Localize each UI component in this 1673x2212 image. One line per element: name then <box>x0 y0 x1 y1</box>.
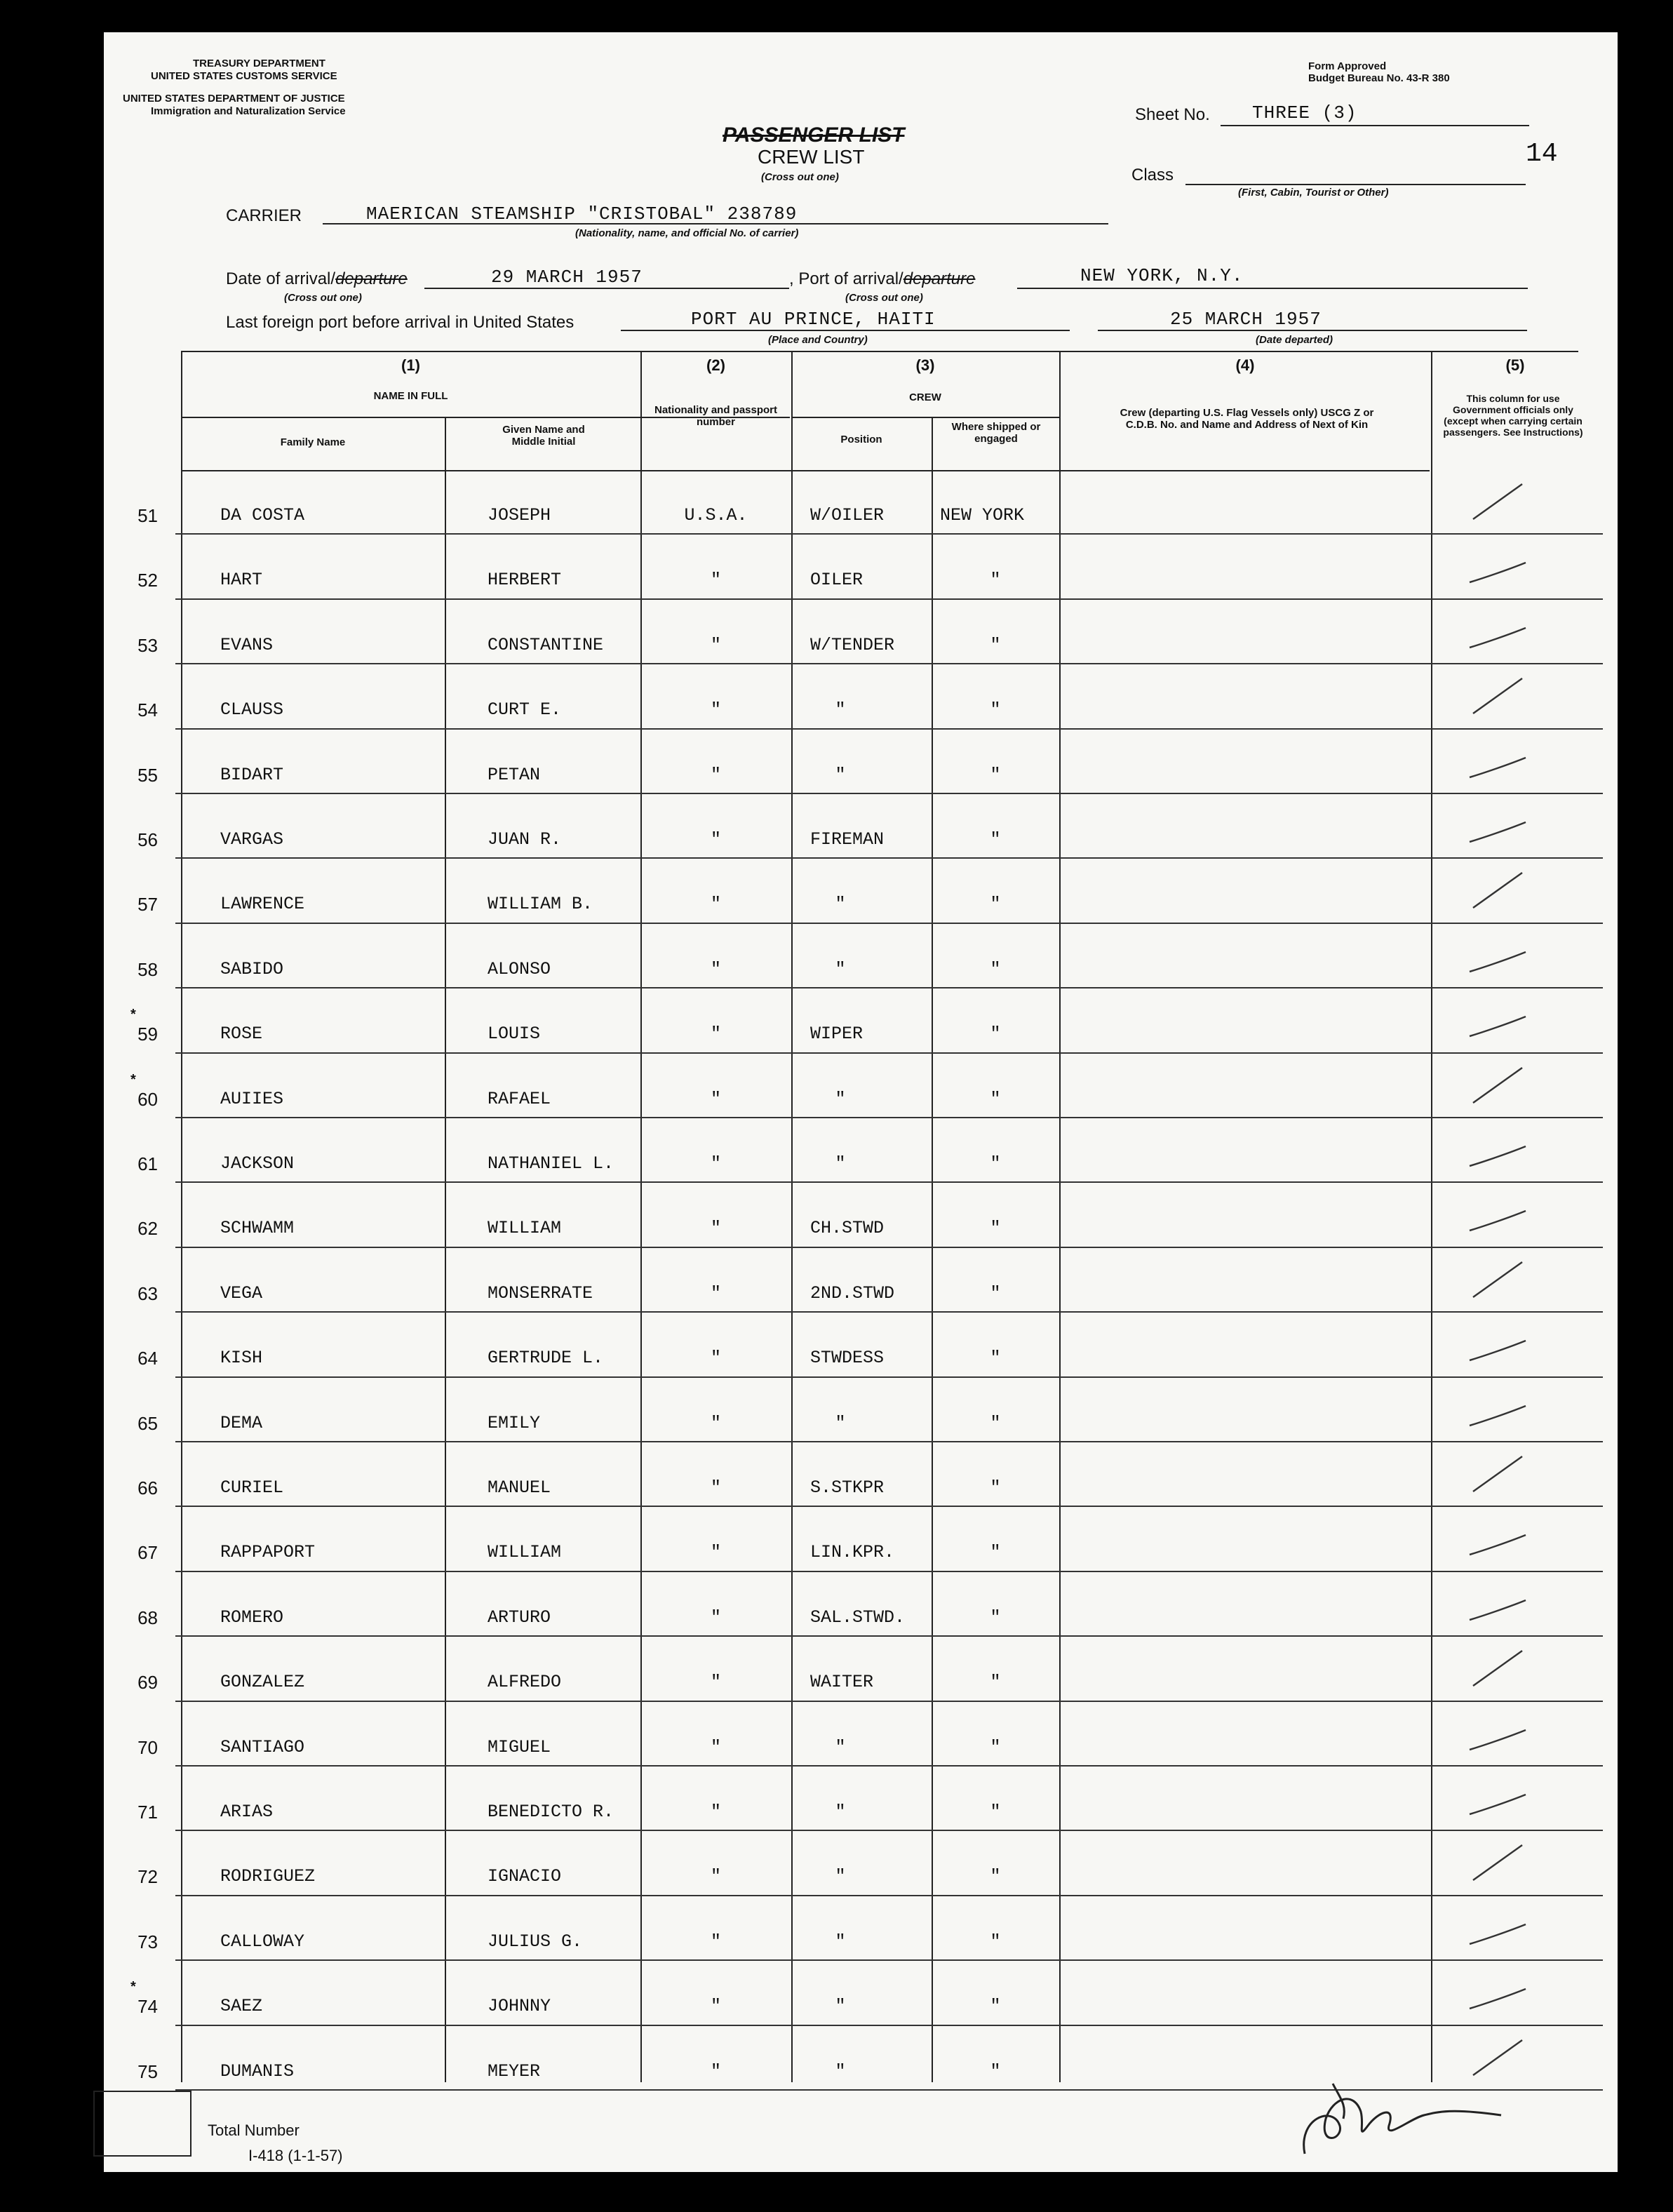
name-in-full-header: NAME IN FULL <box>373 390 448 402</box>
position-cell: " <box>835 1802 846 1822</box>
nationality-cell: " <box>710 1477 721 1498</box>
shipped-cell: " <box>990 634 1001 655</box>
title-cross-out-hint: (Cross out one) <box>761 171 839 183</box>
check-mark-icon <box>1466 1061 1529 1110</box>
position-cell: FIREMAN <box>810 829 885 850</box>
check-mark-icon <box>1466 2033 1529 2082</box>
row-rule <box>175 1895 1603 1896</box>
shipped-cell: " <box>990 1996 1001 2017</box>
shipped-cell: " <box>990 1736 1001 1757</box>
given-name-cell: LOUIS <box>488 1024 541 1045</box>
nationality-cell: " <box>710 1736 721 1757</box>
row-star-mark: * <box>130 1071 136 1087</box>
date-departed-value: 25 MARCH 1957 <box>1170 309 1322 330</box>
given-name-cell: IGNACIO <box>488 1866 562 1887</box>
shipped-cell: " <box>990 1218 1001 1239</box>
family-given-divider <box>445 417 446 2082</box>
last-port-label: Last foreign port before arrival in United States <box>226 313 575 332</box>
check-mark-icon <box>1466 477 1529 526</box>
given-name-cell: ALONSO <box>488 958 551 979</box>
given-name-cell: WILLIAM B. <box>488 894 593 915</box>
given-name-cell: MONSERRATE <box>488 1282 593 1303</box>
date-arrival-hint: (Cross out one) <box>284 292 362 304</box>
nationality-cell: " <box>710 1282 721 1303</box>
last-port-value: PORT AU PRINCE, HAITI <box>691 309 936 330</box>
crew-header: CREW <box>909 391 941 403</box>
date-arrival-value: 29 MARCH 1957 <box>491 267 643 288</box>
check-mark-icon <box>1466 1125 1529 1174</box>
family-name-cell: EVANS <box>220 634 274 655</box>
position-cell: CH.STWD <box>810 1218 885 1239</box>
shipped-cell: " <box>990 1153 1001 1174</box>
nationality-cell: " <box>710 1153 721 1174</box>
page-number: 14 <box>1526 139 1558 169</box>
col2-number: (2) <box>706 356 725 374</box>
check-mark-icon <box>1466 1968 1529 2017</box>
family-name-cell: VEGA <box>220 1282 263 1303</box>
position-cell: SAL.STWD. <box>810 1607 906 1628</box>
budget-bureau: Budget Bureau No. 43-R 380 <box>1308 72 1450 84</box>
row-number: 54 <box>137 699 158 721</box>
port-arrival-line <box>1017 288 1528 289</box>
position-cell: " <box>835 764 846 785</box>
check-mark-icon <box>1466 996 1529 1045</box>
row-rule <box>175 663 1603 664</box>
shipped-cell: " <box>990 1802 1001 1822</box>
port-arrival-hint: (Cross out one) <box>845 292 923 304</box>
total-number-box[interactable] <box>93 2091 192 2157</box>
date-arrival-line <box>424 288 789 289</box>
shipped-cell: " <box>990 1348 1001 1369</box>
nationality-cell: " <box>710 1672 721 1693</box>
nationality-cell: " <box>710 829 721 850</box>
given-name-cell: GERTRUDE L. <box>488 1348 604 1369</box>
position-cell: " <box>835 1866 846 1887</box>
given-name-cell: MEYER <box>488 2060 541 2082</box>
check-mark-icon <box>1466 1190 1529 1239</box>
row-rule <box>175 1052 1603 1054</box>
date-departed-hint: (Date departed) <box>1256 334 1333 346</box>
table-left-rule <box>181 351 182 2082</box>
nationality-cell: " <box>710 699 721 720</box>
family-name-cell: ARIAS <box>220 1802 274 1822</box>
port-arrival-label <box>789 269 975 289</box>
row-number: 73 <box>137 1931 158 1952</box>
shipped-cell: " <box>990 1412 1001 1433</box>
position-cell: S.STKPR <box>810 1477 885 1498</box>
row-number: 59 <box>137 1024 158 1045</box>
class-line <box>1185 184 1526 185</box>
check-mark-icon <box>1466 801 1529 850</box>
check-mark-icon <box>1466 1774 1529 1823</box>
row-number: 68 <box>137 1607 158 1628</box>
row-number: 55 <box>137 764 158 786</box>
nationality-cell: " <box>710 1412 721 1433</box>
check-mark-icon <box>1466 1320 1529 1369</box>
family-name-cell: DA COSTA <box>220 505 305 525</box>
family-name-cell: GONZALEZ <box>220 1672 305 1693</box>
check-mark-icon <box>1466 866 1529 915</box>
port-arrival-value: NEW YORK, N.Y. <box>1080 265 1244 286</box>
col3-number: (3) <box>915 356 935 374</box>
row-rule <box>175 793 1603 794</box>
nationality-cell: U.S.A. <box>684 505 748 525</box>
date-departure-struck: departure <box>335 269 408 288</box>
row-number: 74 <box>137 1996 158 2018</box>
family-name-cell: CLAUSS <box>220 699 284 720</box>
position-cell: " <box>835 1996 846 2017</box>
carrier-hint: (Nationality, name, and official No. of carrier) <box>575 227 799 239</box>
row-number: 71 <box>137 1802 158 1823</box>
shipped-cell: " <box>990 2060 1001 2082</box>
row-number: 66 <box>137 1477 158 1499</box>
row-rule <box>175 1765 1603 1767</box>
row-number: 65 <box>137 1412 158 1434</box>
given-name-cell: EMILY <box>488 1412 541 1433</box>
row-number: 57 <box>137 894 158 916</box>
nationality-cell: " <box>710 1607 721 1628</box>
position-cell: OILER <box>810 570 864 591</box>
row-rule <box>175 728 1603 730</box>
given-name-cell: JOSEPH <box>488 505 551 525</box>
family-name-cell: LAWRENCE <box>220 894 305 915</box>
sheet-no-line <box>1221 125 1529 126</box>
given-name-cell: HERBERT <box>488 570 562 591</box>
nationality-cell: " <box>710 1542 721 1563</box>
family-name-cell: VARGAS <box>220 829 284 850</box>
check-mark-icon <box>1466 1385 1529 1434</box>
position-cell: WAITER <box>810 1672 874 1693</box>
given-name-cell: JOHNNY <box>488 1996 551 2017</box>
row-rule <box>175 1959 1603 1961</box>
table-top-rule <box>181 351 1578 352</box>
family-name-cell: JACKSON <box>220 1153 295 1174</box>
gov-use-header: This column for use Government officials only (except when carrying certain passengers. See Instructions) <box>1443 393 1583 438</box>
col2-col3-divider <box>791 351 793 2082</box>
given-name-cell: CONSTANTINE <box>488 634 604 655</box>
check-mark-icon <box>1466 1449 1529 1499</box>
row-rule <box>175 1441 1603 1442</box>
row-rule <box>175 857 1603 859</box>
position-shipped-divider <box>932 417 933 2082</box>
row-rule <box>175 923 1603 924</box>
family-name-cell: DUMANIS <box>220 2060 295 2082</box>
shipped-cell: " <box>990 1477 1001 1498</box>
last-port-hint: (Place and Country) <box>768 334 868 346</box>
nationality-cell: " <box>710 1866 721 1887</box>
check-mark-icon <box>1466 671 1529 720</box>
agency-line-3: UNITED STATES DEPARTMENT OF JUSTICE <box>123 93 345 105</box>
class-label: Class <box>1131 166 1174 185</box>
agency-line-1: TREASURY DEPARTMENT <box>193 58 325 69</box>
nationality-cell: " <box>710 2060 721 2082</box>
row-number: 67 <box>137 1542 158 1564</box>
family-name-cell: SABIDO <box>220 958 284 979</box>
check-mark-icon <box>1466 542 1529 591</box>
shipped-cell: " <box>990 699 1001 720</box>
position-cell: " <box>835 1088 846 1109</box>
row-number: 75 <box>137 2060 158 2082</box>
passenger-list-struck: PASSENGER LIST <box>723 123 905 147</box>
row-star-mark: * <box>130 1007 136 1023</box>
form-code: I-418 (1-1-57) <box>248 2147 343 2164</box>
nationality-cell: " <box>710 1088 721 1109</box>
col1-number: (1) <box>401 356 420 374</box>
nationality-cell: " <box>710 1024 721 1045</box>
shipped-cell: " <box>990 1672 1001 1693</box>
shipped-cell: " <box>990 1607 1001 1628</box>
check-mark-icon <box>1466 1255 1529 1304</box>
given-name-cell: MIGUEL <box>488 1736 551 1757</box>
position-header: Position <box>840 434 882 445</box>
row-number: 61 <box>137 1153 158 1174</box>
shipped-cell: NEW YORK <box>940 505 1025 525</box>
family-name-cell: RODRIGUEZ <box>220 1866 316 1887</box>
row-rule <box>175 1701 1603 1702</box>
table-header-bottom-rule <box>181 470 1430 471</box>
row-rule <box>175 1571 1603 1572</box>
shipped-cell: " <box>990 764 1001 785</box>
given-name-header: Given Name and Middle Initial <box>502 424 585 448</box>
position-cell: STWDESS <box>810 1348 885 1369</box>
given-name-cell: CURT E. <box>488 699 562 720</box>
row-rule <box>175 533 1603 535</box>
row-rule <box>175 1830 1603 1831</box>
check-mark-icon <box>1466 1709 1529 1758</box>
given-name-cell: MANUEL <box>488 1477 551 1498</box>
row-star-mark: * <box>130 1979 136 1995</box>
position-cell: 2ND.STWD <box>810 1282 895 1303</box>
family-name-cell: AUIIES <box>220 1088 284 1109</box>
row-number: 60 <box>137 1088 158 1110</box>
row-number: 52 <box>137 570 158 591</box>
position-cell: " <box>835 699 846 720</box>
row-rule <box>175 1376 1603 1378</box>
position-cell: " <box>835 894 846 915</box>
family-name-cell: CURIEL <box>220 1477 284 1498</box>
official-signature <box>1291 2077 1529 2168</box>
row-rule <box>175 1117 1603 1118</box>
port-departure-struck: departure <box>903 269 976 288</box>
col5-number: (5) <box>1505 356 1525 374</box>
given-name-cell: JUAN R. <box>488 829 562 850</box>
position-cell: LIN.KPR. <box>810 1542 895 1563</box>
family-name-cell: CALLOWAY <box>220 1931 305 1952</box>
given-name-cell: WILLIAM <box>488 1218 562 1239</box>
position-cell: W/TENDER <box>810 634 895 655</box>
family-name-cell: ROMERO <box>220 1607 284 1628</box>
row-number: 70 <box>137 1736 158 1758</box>
class-hint: (First, Cabin, Tourist or Other) <box>1238 187 1389 199</box>
last-port-line <box>621 330 1070 331</box>
row-rule <box>175 1506 1603 1507</box>
check-mark-icon <box>1466 1579 1529 1628</box>
col4-number: (4) <box>1235 356 1255 374</box>
position-cell: " <box>835 1736 846 1757</box>
check-mark-icon <box>1466 1838 1529 1887</box>
row-number: 62 <box>137 1218 158 1240</box>
check-mark-icon <box>1466 931 1529 980</box>
nationality-cell: " <box>710 634 721 655</box>
family-name-cell: HART <box>220 570 263 591</box>
crew-detail-header: Crew (departing U.S. Flag Vessels only) USCG Z or C.D.B. No. and Name and Address of Next of Kin <box>1120 407 1374 431</box>
agency-line-2: UNITED STATES CUSTOMS SERVICE <box>151 70 337 82</box>
shipped-cell: " <box>990 1024 1001 1045</box>
given-name-cell: RAFAEL <box>488 1088 551 1109</box>
shipped-cell: " <box>990 1931 1001 1952</box>
nationality-cell: " <box>710 958 721 979</box>
given-name-cell: PETAN <box>488 764 541 785</box>
row-rule <box>175 987 1603 988</box>
carrier-value: MAERICAN STEAMSHIP "CRISTOBAL" 238789 <box>366 203 798 224</box>
shipped-cell: " <box>990 958 1001 979</box>
shipped-cell: " <box>990 1542 1001 1563</box>
position-cell: W/OILER <box>810 505 885 525</box>
given-name-cell: BENEDICTO R. <box>488 1802 614 1822</box>
carrier-label: CARRIER <box>226 206 302 225</box>
family-name-cell: KISH <box>220 1348 263 1369</box>
family-name-header: Family Name <box>280 436 346 448</box>
family-name-cell: DEMA <box>220 1412 263 1433</box>
col4-col5-divider <box>1431 351 1432 2082</box>
given-name-cell: ARTURO <box>488 1607 551 1628</box>
agency-line-4: Immigration and Naturalization Service <box>151 105 346 117</box>
row-number: 63 <box>137 1282 158 1304</box>
row-rule <box>175 1635 1603 1637</box>
row-rule <box>175 2025 1603 2026</box>
family-name-cell: RAPPAPORT <box>220 1542 316 1563</box>
position-cell: WIPER <box>810 1024 864 1045</box>
nationality-cell: " <box>710 1931 721 1952</box>
date-arrival-text: Date of arrival/ <box>226 269 336 288</box>
row-number: 72 <box>137 1866 158 1888</box>
family-name-cell: SAEZ <box>220 1996 263 2017</box>
nationality-header: Nationality and passport number <box>654 404 778 428</box>
nationality-cell: " <box>710 894 721 915</box>
family-name-cell: SANTIAGO <box>220 1736 305 1757</box>
shipped-cell: " <box>990 829 1001 850</box>
given-name-cell: ALFREDO <box>488 1672 562 1693</box>
nationality-cell: " <box>710 1348 721 1369</box>
row-rule <box>175 598 1603 600</box>
check-mark-icon <box>1466 1514 1529 1563</box>
nationality-cell: " <box>710 1218 721 1239</box>
position-cell: " <box>835 958 846 979</box>
col3-col4-divider <box>1059 351 1061 2082</box>
row-number: 51 <box>137 505 158 526</box>
check-mark-icon <box>1466 607 1529 656</box>
position-cell: " <box>835 1412 846 1433</box>
family-name-cell: ROSE <box>220 1024 263 1045</box>
shipped-cell: " <box>990 1088 1001 1109</box>
given-name-cell: JULIUS G. <box>488 1931 583 1952</box>
position-cell: " <box>835 1931 846 1952</box>
form-approved: Form Approved <box>1308 60 1387 72</box>
nationality-cell: " <box>710 1802 721 1822</box>
given-name-cell: WILLIAM <box>488 1542 562 1563</box>
family-name-cell: BIDART <box>220 764 284 785</box>
nationality-cell: " <box>710 570 721 591</box>
check-mark-icon <box>1466 1903 1529 1952</box>
row-rule <box>175 1181 1603 1183</box>
sheet-no-value: THREE (3) <box>1252 102 1357 123</box>
row-number: 58 <box>137 958 158 980</box>
col1-col2-divider <box>640 351 642 2082</box>
shipped-cell: " <box>990 894 1001 915</box>
given-name-cell: NATHANIEL L. <box>488 1153 614 1174</box>
crew-header-rule <box>791 417 1059 418</box>
shipped-cell: " <box>990 1866 1001 1887</box>
crew-list-title: CREW LIST <box>758 146 865 168</box>
date-arrival-label <box>226 269 408 289</box>
shipped-cell: " <box>990 1282 1001 1303</box>
row-number: 56 <box>137 829 158 850</box>
nationality-cell: " <box>710 1996 721 2017</box>
check-mark-icon <box>1466 1644 1529 1693</box>
date-departed-line <box>1098 330 1527 331</box>
check-mark-icon <box>1466 737 1529 786</box>
nationality-cell: " <box>710 764 721 785</box>
position-cell: " <box>835 2060 846 2082</box>
sheet-no-label: Sheet No. <box>1135 105 1210 124</box>
row-number: 69 <box>137 1672 158 1694</box>
row-rule <box>175 1247 1603 1248</box>
family-name-cell: SCHWAMM <box>220 1218 295 1239</box>
row-number: 53 <box>137 634 158 656</box>
shipped-header: Where shipped or engaged <box>951 421 1041 445</box>
position-cell: " <box>835 1153 846 1174</box>
shipped-cell: " <box>990 570 1001 591</box>
row-rule <box>175 1311 1603 1313</box>
total-number-label: Total Number <box>208 2121 300 2139</box>
row-number: 64 <box>137 1348 158 1369</box>
port-arrival-text: , Port of arrival/ <box>789 269 903 288</box>
